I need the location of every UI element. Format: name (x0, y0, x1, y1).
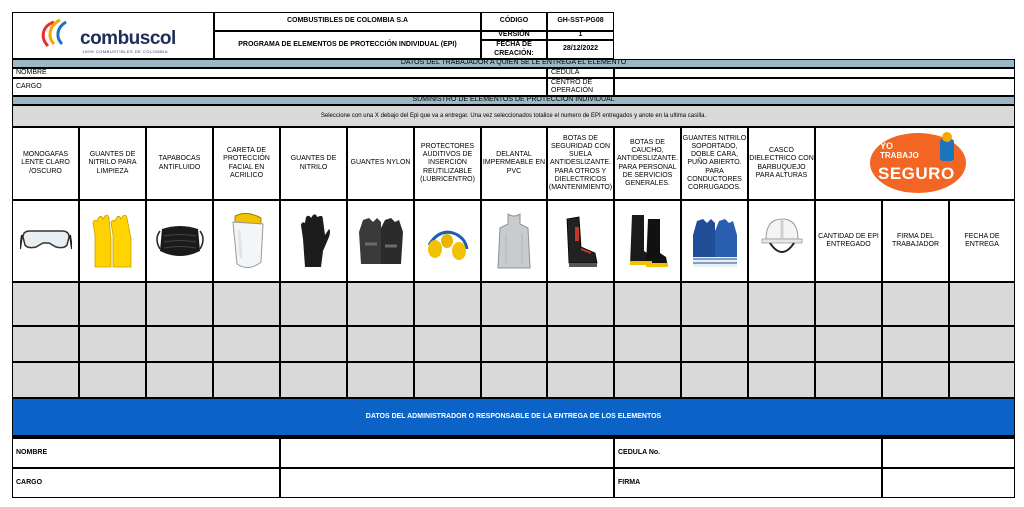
entry-cell[interactable] (815, 282, 882, 326)
item-label: PROTECTORES AUDITIVOS DE INSERCIÓN REUTILIZABLE (LUBRICENTRO) (414, 127, 481, 200)
entry-cell[interactable] (949, 326, 1015, 362)
worker-name-label: NOMBRE (12, 68, 547, 78)
entry-cell[interactable] (949, 362, 1015, 398)
entry-cell[interactable] (748, 362, 815, 398)
entry-cell[interactable] (882, 326, 949, 362)
item-image (146, 200, 213, 282)
item-label: BOTAS DE CAUCHO, ANTIDESLIZANTE. PARA PERSONAL DE SERVICIOS GENERALES. (614, 127, 681, 200)
code-label: CÓDIGO (481, 12, 547, 31)
face-shield-icon (227, 210, 267, 272)
entry-cell[interactable] (681, 282, 748, 326)
coated-gloves-icon (689, 213, 741, 269)
item-image (614, 200, 681, 282)
company-logo (36, 16, 206, 56)
black-glove-icon (297, 213, 331, 269)
item-image (681, 200, 748, 282)
entry-cell[interactable] (614, 326, 681, 362)
item-image (481, 200, 547, 282)
entry-cell[interactable] (146, 362, 213, 398)
entry-cell[interactable] (12, 282, 79, 326)
admin-signature-label: FIRMA (614, 468, 882, 498)
entry-cell[interactable] (79, 326, 146, 362)
entry-cell[interactable] (347, 362, 414, 398)
code-value: GH-SST-PG08 (547, 12, 614, 31)
item-image (748, 200, 815, 282)
entry-cell[interactable] (12, 362, 79, 398)
worker-id-label: CEDULA (547, 68, 614, 78)
entry-cell[interactable] (79, 282, 146, 326)
entry-cell[interactable] (547, 282, 614, 326)
badge-line-1: YO (880, 141, 894, 151)
entry-cell[interactable] (79, 362, 146, 398)
supply-instruction: Seleccione con una X debajo del Epi que va a entregar. Una vez seleccionados totalice el numero de EPI entregados y anote en la ultima casilla. (12, 105, 1015, 127)
admin-id-field[interactable] (882, 438, 1015, 468)
safety-badge (868, 131, 968, 195)
badge-line-3: SEGURO (878, 164, 955, 183)
entry-cell[interactable] (681, 326, 748, 362)
entry-cell[interactable] (882, 362, 949, 398)
entry-cell[interactable] (213, 282, 280, 326)
rubber-boots-icon (626, 211, 670, 271)
yellow-gloves-icon (91, 213, 135, 269)
entry-cell[interactable] (12, 326, 79, 362)
entry-cell[interactable] (949, 282, 1015, 326)
entry-cell[interactable] (748, 282, 815, 326)
entry-cell[interactable] (815, 362, 882, 398)
admin-name-field[interactable] (280, 438, 614, 468)
item-label: GUANTES DE NITRILO (280, 127, 347, 200)
face-mask-icon (156, 221, 204, 261)
item-image (280, 200, 347, 282)
entry-cell[interactable] (547, 326, 614, 362)
entry-cell[interactable] (481, 326, 547, 362)
nylon-gloves-icon (355, 214, 407, 268)
item-label: GUANTES NITRILO SOPORTADO, DOBLE CARA, PUÑO ABIERTO. PARA CONDUCTORES CORRUGADOS. (681, 127, 748, 200)
entry-cell[interactable] (547, 362, 614, 398)
item-label: CASCO DIELECTRICO CON BARBUQUEJO PARA ALTURAS (748, 127, 815, 200)
apron-icon (496, 212, 532, 270)
item-label: GUANTES NYLON (347, 127, 414, 200)
logo-name: combuscol (80, 28, 176, 49)
entry-cell[interactable] (347, 282, 414, 326)
entry-cell[interactable] (815, 326, 882, 362)
total-label: CANTIDAD DE EPI ENTREGADO (815, 200, 882, 282)
version-label: VERSIÓN (481, 31, 547, 40)
ear-plugs-icon (425, 219, 471, 263)
item-label: BOTAS DE SEGURIDAD CON SUELA ANTIDESLIZANTE. PARA OTROS Y DIELECTRICOS (MANTENIMIENTO) (547, 127, 614, 200)
entry-cell[interactable] (614, 282, 681, 326)
entry-cell[interactable] (213, 362, 280, 398)
hard-hat-icon (760, 213, 804, 269)
badge-line-2: TRABAJO (880, 151, 919, 160)
entry-cell[interactable] (414, 326, 481, 362)
program-title: PROGRAMA DE ELEMENTOS DE PROTECCIÓN INDIVIDUAL (EPI) (214, 31, 481, 59)
admin-role-label: CARGO (12, 468, 280, 498)
item-label: GUANTES DE NITRILO PARA LIMPIEZA (79, 127, 146, 200)
admin-name-label: NOMBRE (12, 438, 280, 468)
safety-boots-icon (561, 213, 601, 269)
item-image (79, 200, 146, 282)
worker-center-label: CENTRO DE OPERACIÓN (547, 78, 614, 96)
entry-cell[interactable] (414, 362, 481, 398)
worker-section-title: DATOS DEL TRABAJADOR A QUIEN SE LE ENTREGA EL ELEMENTO (12, 59, 1015, 68)
date-value: 28/12/2022 (547, 40, 614, 59)
item-image (547, 200, 614, 282)
entry-cell[interactable] (280, 362, 347, 398)
delivery-date-label: FECHA DE ENTREGA (949, 200, 1015, 282)
item-label: CARETA DE PROTECCIÓN FACIAL EN ACRILICO (213, 127, 280, 200)
item-image (347, 200, 414, 282)
entry-cell[interactable] (146, 326, 213, 362)
item-label: MONOGAFAS LENTE CLARO /OSCURO (12, 127, 79, 200)
item-image (12, 200, 79, 282)
worker-role-label: CARGO (12, 78, 547, 96)
version-value: 1 (547, 31, 614, 40)
entry-cell[interactable] (280, 326, 347, 362)
entry-cell[interactable] (614, 362, 681, 398)
item-image (414, 200, 481, 282)
logo-tagline: 100% COMBUSTIBLES DE COLOMBIA (82, 49, 169, 54)
date-label: FECHA DE CREACIÓN: (481, 40, 547, 59)
admin-role-field[interactable] (280, 468, 614, 498)
item-label: DELANTAL IMPERMEABLE EN PVC (481, 127, 547, 200)
entry-cell[interactable] (213, 326, 280, 362)
safety-glasses-icon (20, 227, 72, 255)
entry-cell[interactable] (280, 282, 347, 326)
company-name: COMBUSTIBLES DE COLOMBIA S.A (214, 12, 481, 31)
entry-cell[interactable] (748, 326, 815, 362)
item-label: TAPABOCAS ANTIFLUIDO (146, 127, 213, 200)
item-image (213, 200, 280, 282)
entry-cell[interactable] (882, 282, 949, 326)
admin-section-title: DATOS DEL ADMINISTRADOR O RESPONSABLE DE LA ENTREGA DE LOS ELEMENTOS (12, 398, 1015, 436)
worker-center-field[interactable] (614, 78, 1015, 96)
supply-section-title: SUMINISTRO DE ELEMENTOS DE PROTECCION INDIVIDUAL (12, 96, 1015, 105)
worker-id-field[interactable] (614, 68, 1015, 78)
admin-signature-field[interactable] (882, 468, 1015, 498)
entry-cell[interactable] (146, 282, 213, 326)
entry-cell[interactable] (481, 362, 547, 398)
entry-cell[interactable] (481, 282, 547, 326)
entry-cell[interactable] (414, 282, 481, 326)
entry-cell[interactable] (347, 326, 414, 362)
signature-label: FIRMA DEL TRABAJADOR (882, 200, 949, 282)
admin-id-label: CEDULA No. (614, 438, 882, 468)
entry-cell[interactable] (681, 362, 748, 398)
